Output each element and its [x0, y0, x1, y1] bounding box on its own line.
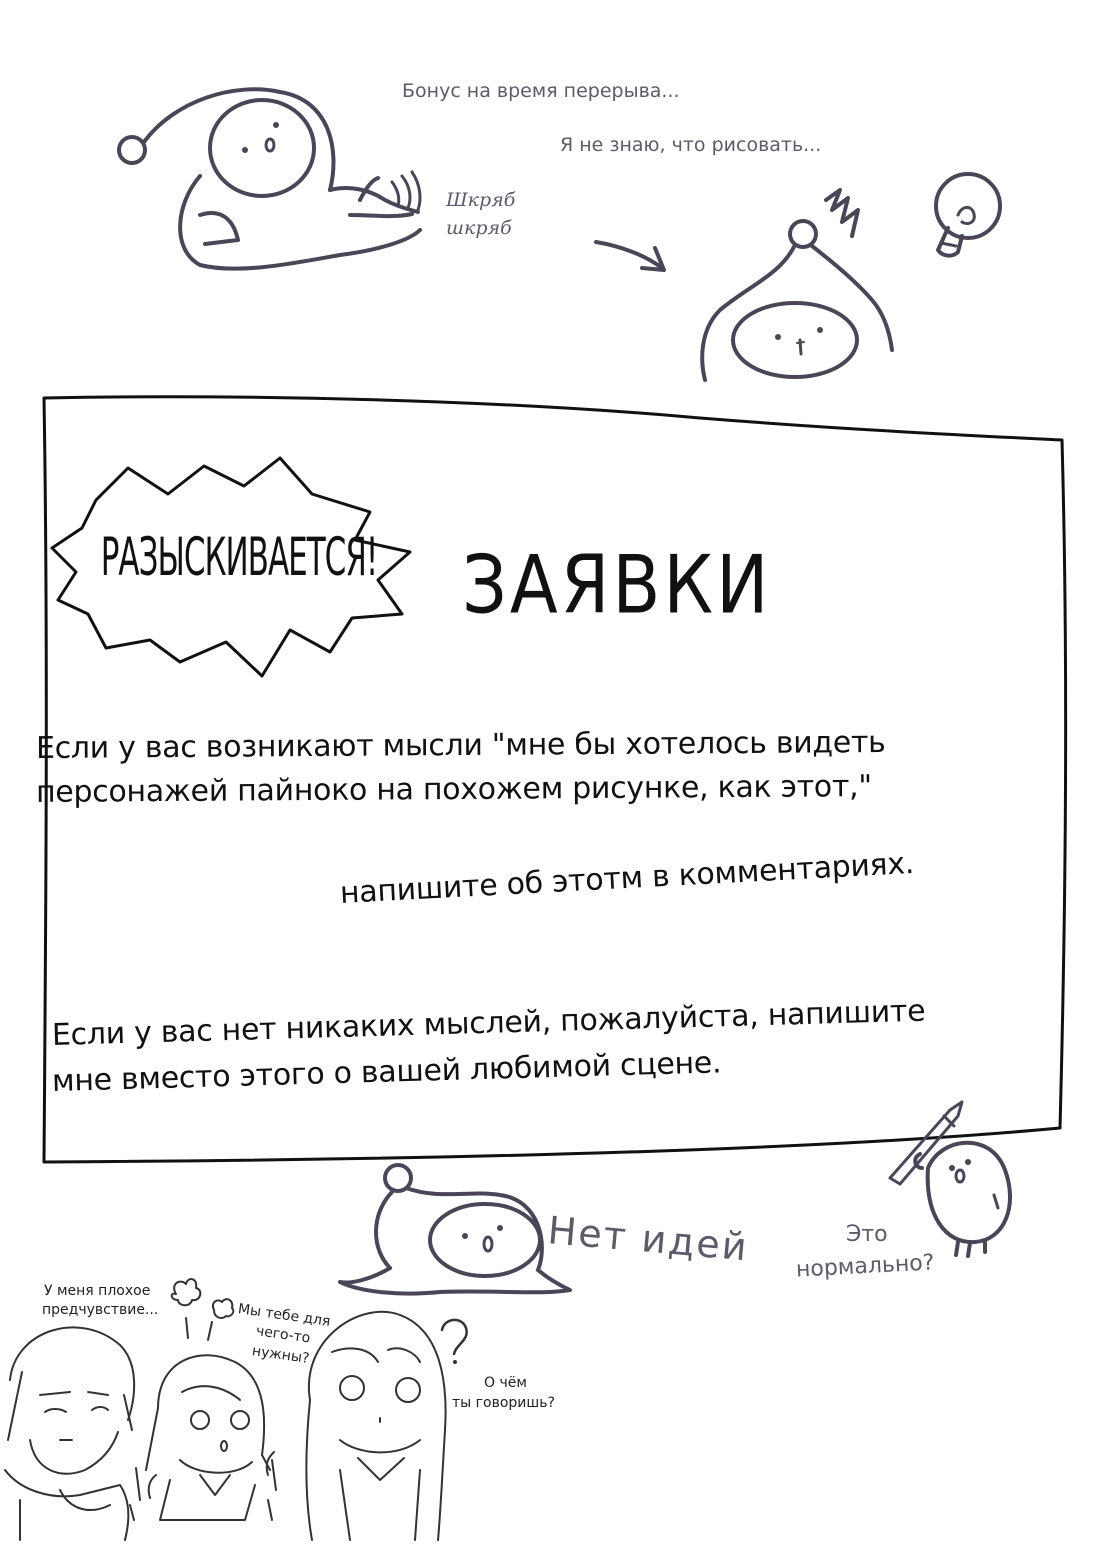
need-us-line-2: чего-то	[254, 1323, 312, 1347]
draw-note: Я не знаю, что рисовать...	[560, 134, 822, 156]
paragraph-3-line-1: Если у вас нет никаких мыслей, пожалуйста, напишите	[51, 993, 926, 1053]
paragraph-1-line-2: персонажей пайноко на похожем рисунке, как этот,"	[35, 769, 872, 810]
need-us-line-3: нужны?	[250, 1343, 311, 1367]
paragraph-1-line-1: Если у вас возникают мысли "мне бы хотелось видеть	[35, 725, 886, 766]
sfx-scratch-2: шкряб	[446, 217, 512, 239]
need-us-line-1: Мы тебе для	[236, 1301, 332, 1330]
panel-title: ЗАЯВКИ	[462, 537, 772, 633]
paragraph-2: напишите об этотм в комментариях.	[339, 845, 915, 911]
bonus-note: Бонус на время перерыва...	[402, 80, 680, 102]
sfx-scratch-1: Шкряб	[446, 189, 516, 211]
wanted-badge-label: РАЗЫСКИВАЕТСЯ!	[100, 527, 378, 589]
no-ideas-text: Нет идей	[546, 1208, 751, 1270]
what-talking-line-1: О чём	[484, 1375, 527, 1391]
is-ok-line-2: нормально?	[795, 1250, 935, 1283]
bad-feeling-line-2: предчувствие...	[42, 1302, 159, 1318]
paragraph-3-line-2: мне вместо этого о вашей любимой сцене.	[51, 1045, 722, 1099]
bad-feeling-line-1: У меня плохое	[44, 1283, 151, 1299]
what-talking-line-2: ты говоришь?	[452, 1395, 555, 1411]
is-ok-line-1: Это	[846, 1222, 888, 1247]
